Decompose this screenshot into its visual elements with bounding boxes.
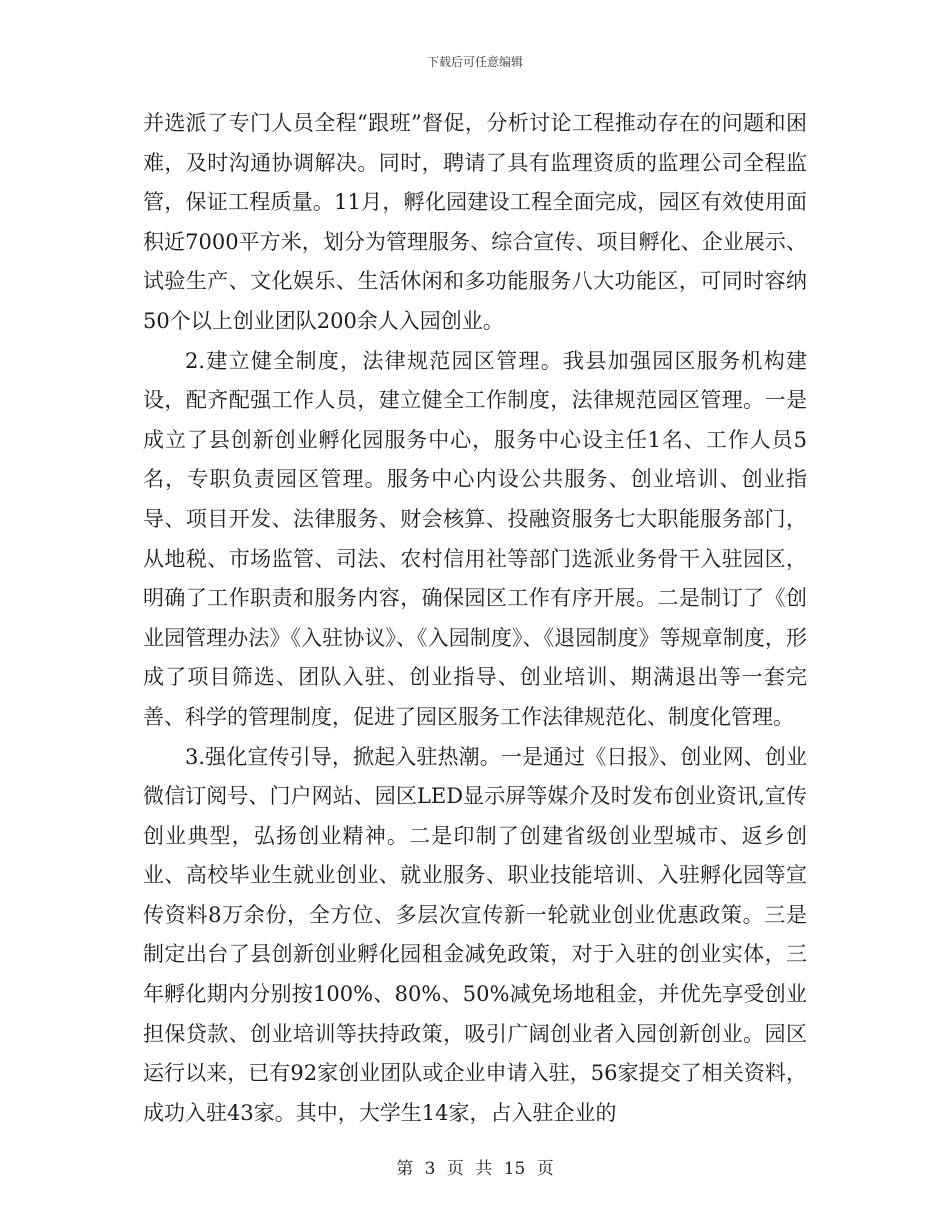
document-body bbox=[143, 104, 807, 1133]
paragraph-2: 2.建立健全制度，法律规范园区管理。我县加强园区服务机构建设，配齐配强工作人员，建立健全工作制度，法律规范园区管理。一是成立了县创新创业孵化园服务中心，服务中心设主任1名、工作人员5名，专职负责园区管理。服务中心内设公共服务、创业培训、创业指导、项目开发、法律服务、财会核算、投融资服务七大职能服务部门，从地税、市场监管、司法、农村信用社等部门选派业务骨干入驻园区，明确了工作职责和服务内容，确保园区工作有序开展。二是制订了《创业园管理办法》《入驻协议》、《入园制度》、《退园制度》等规章制度，形成了项目筛选、团队入驻、创业指导、创业培训、期满退出等一套完善、科学的管理制度，促进了园区服务工作法律规范化、制度化管理。 bbox=[143, 348, 807, 729]
page-number-footer: 第 3 页 共 15 页 bbox=[396, 1159, 554, 1179]
page-header: 下载后可任意编辑 bbox=[426, 55, 523, 69]
paragraph-1: 并选派了专门人员全程“跟班”督促，分析讨论工程推动存在的问题和困难，及时沟通协调解决。同时，聘请了具有监理资质的监理公司全程监管，保证工程质量。11月，孵化园建设工程全面完成，园区有效使用面积近7000平方米，划分为管理服务、综合宣传、项目孵化、企业展示、试验生产、文化娱乐、生活休闲和多功能服务八大功能区，可同时容纳50个以上创业团队200余人入园创业。 bbox=[143, 111, 807, 333]
paragraph-3: 3.强化宣传引导，掀起入驻热潮。一是通过《日报》、创业网、创业微信订阅号、门户网站、园区LED显示屏等媒介及时发布创业资讯,宣传创业典型，弘扬创业精神。二是印制了创建省级创业型城市、返乡创业、高校毕业生就业创业、就业服务、职业技能培训、入驻孵化园等宣传资料8万余份，全方位、多层次宣传新一轮就业创业优惠政策。三是制定出台了县创新创业孵化园租金减免政策，对于入驻的创业实体，三年孵化期内分别按100%、80%、50%减免场地租金，并优先享受创业担保贷款、创业培训等扶持政策，吸引广阔创业者入园创新创业。园区运行以来，已有92家创业团队或企业申请入驻，56家提交了相关资料，成功入驻43家。其中，大学生14家，占入驻企业的 bbox=[143, 744, 807, 1125]
